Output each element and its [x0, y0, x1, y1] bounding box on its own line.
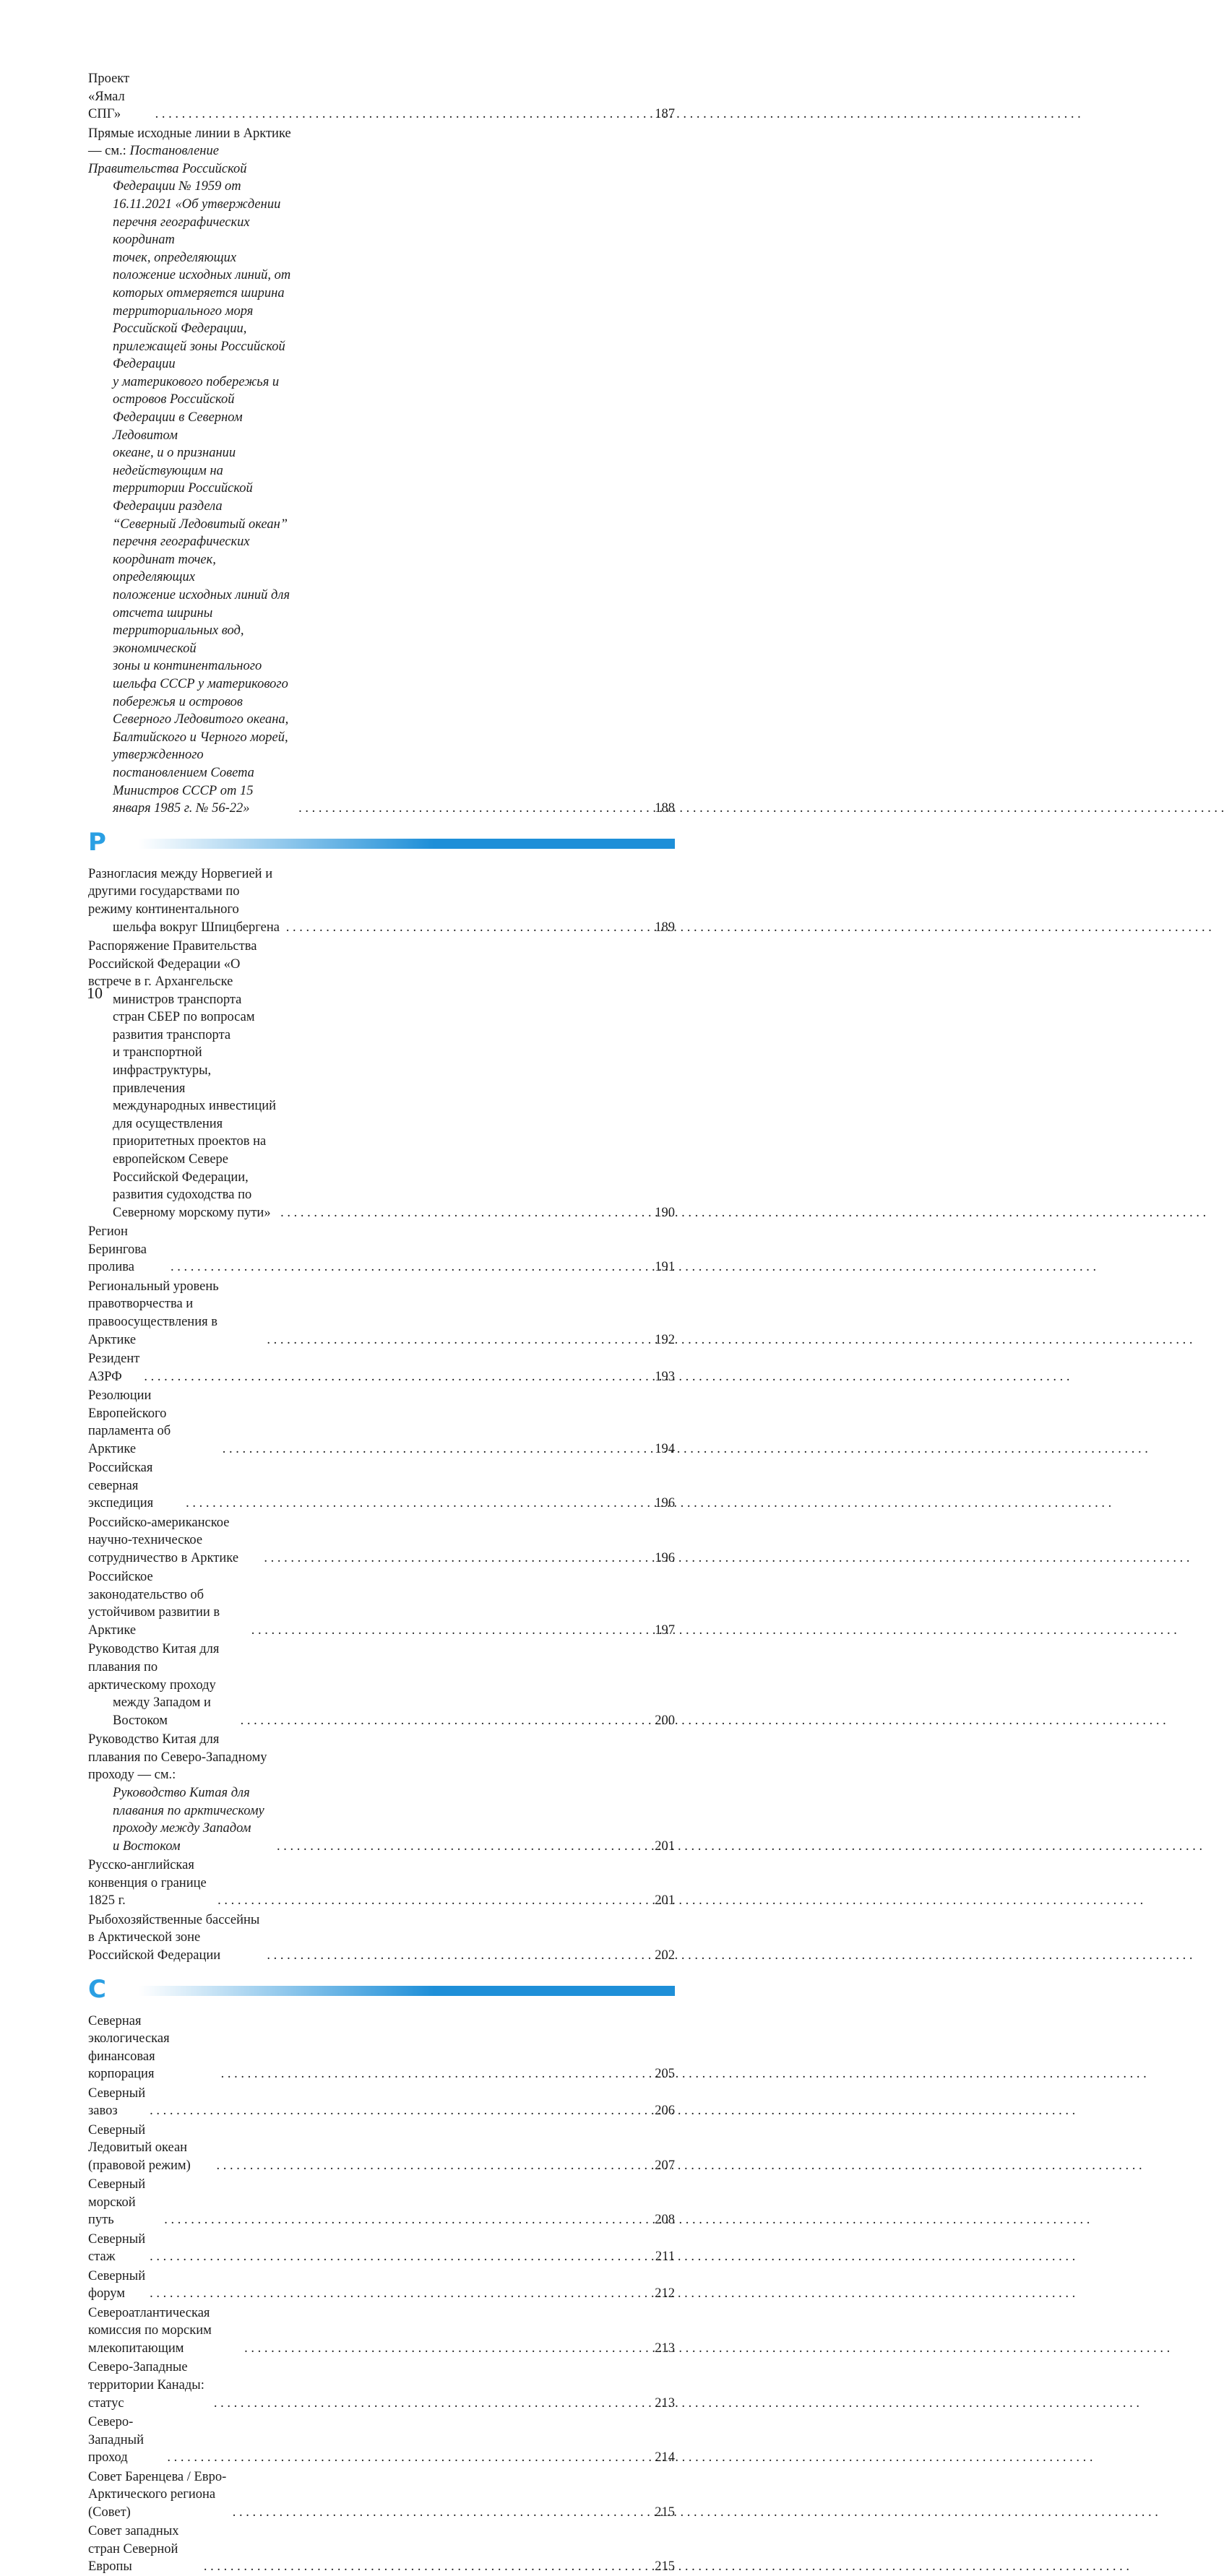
entry-line-text: Североатлантическая комиссия по морским млекопитающим — [88, 2305, 212, 2356]
entry-text — [88, 2468, 228, 2522]
entry-text — [88, 2122, 212, 2175]
index-list-r — [88, 865, 675, 1965]
entry-line-text: Руководство Китая для плавания по Северо-Западному проходу — см.: — [88, 1732, 267, 1783]
entry-line-italic-text: зоны и континентального шельфа СССР у материкового побережья и островов — [113, 659, 288, 709]
entry-line-text: Резолюции Европейского парламента об Арктике — [88, 1388, 171, 1456]
dot-leader — [150, 2248, 649, 2266]
entry-text — [88, 1857, 213, 1910]
entry-line-text: Распоряжение Правительства Российской Федерации «О встрече в г. Архангельске — [88, 938, 257, 990]
entry-line-text: Региональный уровень правотворчества и правоосуществления в Арктике — [88, 1279, 219, 1347]
index-entry — [88, 1568, 675, 1639]
entry-text — [88, 938, 276, 1222]
entry-line — [88, 1350, 139, 1386]
index-entry — [88, 1641, 675, 1729]
dot-leader — [150, 2102, 649, 2120]
entry-line — [88, 125, 294, 178]
entry-line-italic-text: Руководство Китая для плавания по арктическому проходу между Западом — [113, 1785, 264, 1836]
entry-text — [88, 865, 282, 936]
section-header-s — [88, 1975, 675, 2004]
entry-page-number: 189 — [655, 920, 675, 935]
entry-line-text: Прямые исходные линии в Арктике — см.: — [88, 126, 291, 159]
entry-page-number: 215 — [655, 2559, 675, 2575]
dot-leader — [264, 1550, 649, 1568]
entry-line — [88, 657, 294, 711]
entry-line — [88, 70, 151, 124]
entry-page-number: 191 — [655, 1260, 675, 1275]
entry-page-number: 200 — [655, 1713, 675, 1728]
entry-line-italic-text: океане, и о признании недействующим на территории Российской Федерации раздела — [113, 446, 253, 514]
index-entry — [88, 2122, 675, 2175]
entry-line-text: шельфа вокруг Шпицбергена — [113, 920, 280, 935]
entry-line — [88, 1169, 276, 1222]
entry-page-number: 206 — [655, 2104, 675, 2119]
entry-line-text: Северный завоз — [88, 2086, 146, 2119]
dot-leader — [267, 1331, 649, 1349]
entry-line — [88, 1278, 262, 1349]
index-entry — [88, 1459, 675, 1513]
entry-line-text: министров транспорта стран СБЕР по вопросам развития транспорта — [113, 992, 255, 1042]
dot-leader — [214, 2395, 649, 2413]
entry-page-number: 213 — [655, 2341, 675, 2356]
entry-line — [88, 2413, 163, 2467]
entry-line — [88, 1568, 247, 1639]
entry-text — [88, 1350, 139, 1386]
dot-leader — [251, 1622, 649, 1640]
entry-line-text: для осуществления приоритетных проектов на европейском Севере — [113, 1116, 267, 1167]
dot-leader — [267, 1947, 649, 1965]
entry-text — [88, 1459, 181, 1513]
entry-page-number: 201 — [655, 1893, 675, 1909]
entry-text — [88, 2085, 145, 2120]
entry-text — [88, 2359, 210, 2412]
dot-leader — [150, 2285, 649, 2303]
entry-line-text: Разногласия между Норвегией и другими государствами по режиму континентального — [88, 866, 273, 917]
index-entry — [88, 1911, 675, 1965]
entry-text — [88, 1387, 218, 1458]
entry-line-text: Российской Федерации, развития судоходства по Северному морскому пути» — [113, 1170, 271, 1220]
entry-line-text: Российско-американское научно-техническое сотрудничество в Арктике — [88, 1515, 239, 1565]
entry-text — [88, 1641, 236, 1729]
entry-line — [88, 1641, 236, 1694]
entry-line-italic-text: Северного Ледовитого океана, Балтийского и Черного морей, утвержденного — [113, 712, 289, 763]
entry-line — [88, 587, 294, 657]
entry-line — [88, 303, 294, 373]
dot-leader — [155, 105, 649, 124]
entry-text — [88, 2268, 145, 2303]
entry-line-italic-text: территориального моря Российской Федерации, прилежащей зоны Российской Федерации — [113, 303, 285, 372]
entry-line — [88, 2231, 145, 2266]
entry-line-italic-text: положение исходных линий для отсчета ширины территориальных вод, экономической — [113, 588, 290, 656]
dot-leader — [164, 2211, 649, 2229]
entry-page-number: 193 — [655, 1369, 675, 1384]
index-entry — [88, 2413, 675, 2467]
entry-line-italic-text: точек, определяющих положение исходных линий, от которых отмеряется ширина — [113, 250, 291, 301]
entry-line-text: между Западом и Востоком — [113, 1695, 211, 1728]
entry-line-text: Северный морской путь — [88, 2177, 146, 2228]
dot-leader — [186, 1495, 649, 1513]
entry-line-italic-text: у материкового побережья и островов Российской Федерации в Северном Ледовитом — [113, 374, 280, 443]
entry-line-text: Северо-Западные территории Канады: статус — [88, 2360, 204, 2411]
index-entry — [88, 2268, 675, 2303]
dot-leader — [244, 2340, 649, 2358]
entry-line — [88, 919, 282, 937]
entry-text — [88, 70, 151, 124]
entry-line — [88, 1911, 262, 1965]
entry-line — [88, 1044, 276, 1115]
index-entry — [88, 1350, 675, 1386]
section-header-r — [88, 828, 675, 857]
entry-page-number: 202 — [655, 1948, 675, 1963]
entry-line-italic-text: “Северный Ледовитый океан” перечня географических координат точек, определяющих — [113, 517, 288, 585]
entry-line — [88, 2268, 145, 2303]
entry-page-number: 188 — [655, 801, 675, 816]
entry-line — [88, 249, 294, 303]
entry-line — [88, 1514, 259, 1568]
dot-leader — [286, 919, 649, 937]
entry-page-number: 212 — [655, 2286, 675, 2301]
section-letter-s: С — [88, 1974, 106, 2004]
section-gradient-band — [139, 1986, 675, 1996]
dot-leader — [144, 1368, 649, 1386]
index-entry — [88, 2085, 675, 2120]
entry-text — [88, 1911, 262, 1965]
entry-line — [88, 178, 294, 248]
index-entry — [88, 1514, 675, 1568]
entry-line-text: Российское законодательство об устойчивом развитии в Арктике — [88, 1570, 220, 1638]
entry-page-number: 196 — [655, 1550, 675, 1565]
dot-leader — [204, 2558, 649, 2576]
index-entry — [88, 1223, 675, 1276]
dot-leader — [171, 1258, 649, 1276]
entry-page-number: 194 — [655, 1441, 675, 1456]
entry-line — [88, 938, 276, 991]
entry-text — [88, 2176, 160, 2229]
entry-line — [88, 2359, 210, 2412]
entry-line — [88, 991, 276, 1045]
index-entry — [88, 1278, 675, 1349]
index-entry — [88, 125, 675, 818]
dot-leader — [277, 1838, 649, 1856]
entry-text — [88, 2304, 240, 2358]
entry-line-text: Российская северная экспедиция — [88, 1461, 154, 1511]
dot-leader — [298, 800, 649, 818]
entry-line — [88, 1459, 181, 1513]
entry-line-italic-text: и Востоком — [113, 1838, 181, 1854]
dot-leader — [217, 2157, 649, 2175]
entry-line-text: Русско-английская конвенция о границе 1825 г. — [88, 1858, 207, 1909]
dot-leader — [167, 2449, 649, 2467]
index-entry — [88, 1731, 675, 1855]
index-list-s — [88, 2013, 675, 2576]
entry-line — [88, 2304, 240, 2358]
entry-line — [88, 1115, 276, 1169]
entry-line — [88, 1694, 236, 1729]
entry-page-number: 207 — [655, 2158, 675, 2173]
entry-page-number: 205 — [655, 2067, 675, 2082]
entry-line-text: Северный стаж — [88, 2231, 146, 2265]
entry-line-text: Северная экологическая финансовая корпорация — [88, 2013, 170, 2082]
entry-page-number: 213 — [655, 2395, 675, 2411]
entry-line — [88, 1731, 272, 1784]
entry-page-number: 215 — [655, 2504, 675, 2520]
entry-line — [88, 444, 294, 515]
entry-text — [88, 1731, 272, 1855]
entry-page-number: 208 — [655, 2213, 675, 2228]
index-entry — [88, 2359, 675, 2412]
entry-line — [88, 2468, 228, 2522]
index-entry — [88, 70, 675, 124]
entry-line-text: Проект «Ямал СПГ» — [88, 72, 130, 122]
entry-line — [88, 1857, 213, 1910]
index-entry — [88, 1387, 675, 1458]
entry-page-number: 187 — [655, 107, 675, 122]
index-page — [88, 70, 675, 2576]
entry-line — [88, 764, 294, 818]
index-entry — [88, 2304, 675, 2358]
entry-line — [88, 2176, 160, 2229]
index-entry — [88, 2231, 675, 2266]
entry-text — [88, 2013, 217, 2083]
entry-line-italic-text: постановлением Совета Министров СССР от 15 января 1985 г. № 56-22» — [113, 765, 254, 816]
entry-line-text: Совет западных стран Северной Европы — [88, 2524, 179, 2575]
entry-line-text: Северный Ледовитый океан (правовой режим) — [88, 2122, 191, 2173]
entry-text — [88, 125, 294, 818]
index-entry — [88, 865, 675, 936]
index-entry — [88, 2013, 675, 2083]
entry-line-italic-text: Федерации № 1959 от 16.11.2021 «Об утверждении перечня географических координат — [113, 179, 281, 248]
entry-page-number: 211 — [655, 2249, 675, 2265]
entry-line — [88, 2085, 145, 2120]
index-entry — [88, 2176, 675, 2229]
dot-leader — [280, 1204, 649, 1222]
entry-line — [88, 2013, 217, 2083]
index-entry — [88, 2523, 675, 2576]
dot-leader — [241, 1712, 649, 1730]
entry-text — [88, 1278, 262, 1349]
index-entry — [88, 2468, 675, 2522]
section-letter-r: Р — [88, 827, 106, 857]
entry-line — [88, 2523, 199, 2576]
entry-line-text: Регион Берингова пролива — [88, 1224, 147, 1275]
page-number: 10 — [87, 984, 103, 1002]
entry-text — [88, 1223, 166, 1276]
dot-leader — [217, 1892, 649, 1910]
dot-leader — [221, 2065, 649, 2083]
entry-line-text: Северо-Западный проход — [88, 2414, 144, 2465]
entry-page-number: 197 — [655, 1623, 675, 1638]
dot-leader — [233, 2504, 649, 2522]
entry-page-number: 214 — [655, 2450, 675, 2465]
entry-line-text: Резидент АЗРФ — [88, 1351, 140, 1384]
entry-text — [88, 1568, 247, 1639]
entry-text — [88, 2523, 199, 2576]
index-entry — [88, 938, 675, 1222]
entry-text — [88, 2413, 163, 2467]
entry-page-number: 190 — [655, 1205, 675, 1220]
entry-page-number: 201 — [655, 1838, 675, 1854]
index-entry — [88, 1857, 675, 1910]
entry-line — [88, 373, 294, 444]
entry-line — [88, 2122, 212, 2175]
entry-text — [88, 1514, 259, 1568]
entry-line-text: и транспортной инфраструктуры, привлечения международных инвестиций — [113, 1045, 277, 1114]
entry-line-text: Северный форум — [88, 2268, 146, 2301]
dot-leader — [223, 1440, 649, 1458]
entry-line-text: Рыбохозяйственные бассейны в Арктической зоне Российской Федерации — [88, 1912, 260, 1963]
entry-line — [88, 516, 294, 587]
entry-line — [88, 711, 294, 764]
entry-page-number: 196 — [655, 1496, 675, 1511]
entry-line-italic-text: Постановление Правительства Российской — [88, 144, 247, 176]
entry-line — [88, 865, 282, 919]
entry-line-text: Совет Баренцева / Евро-Арктического региона (Совет) — [88, 2469, 227, 2520]
entry-line-text: Руководство Китая для плавания по арктическому проходу — [88, 1642, 220, 1693]
entry-text — [88, 2231, 145, 2266]
entry-page-number: 192 — [655, 1332, 675, 1347]
entry-line — [88, 1784, 272, 1838]
index-list-top — [88, 70, 675, 818]
entry-line — [88, 1387, 218, 1458]
entry-line — [88, 1838, 272, 1856]
entry-line — [88, 1223, 166, 1276]
section-gradient-band — [139, 839, 675, 849]
